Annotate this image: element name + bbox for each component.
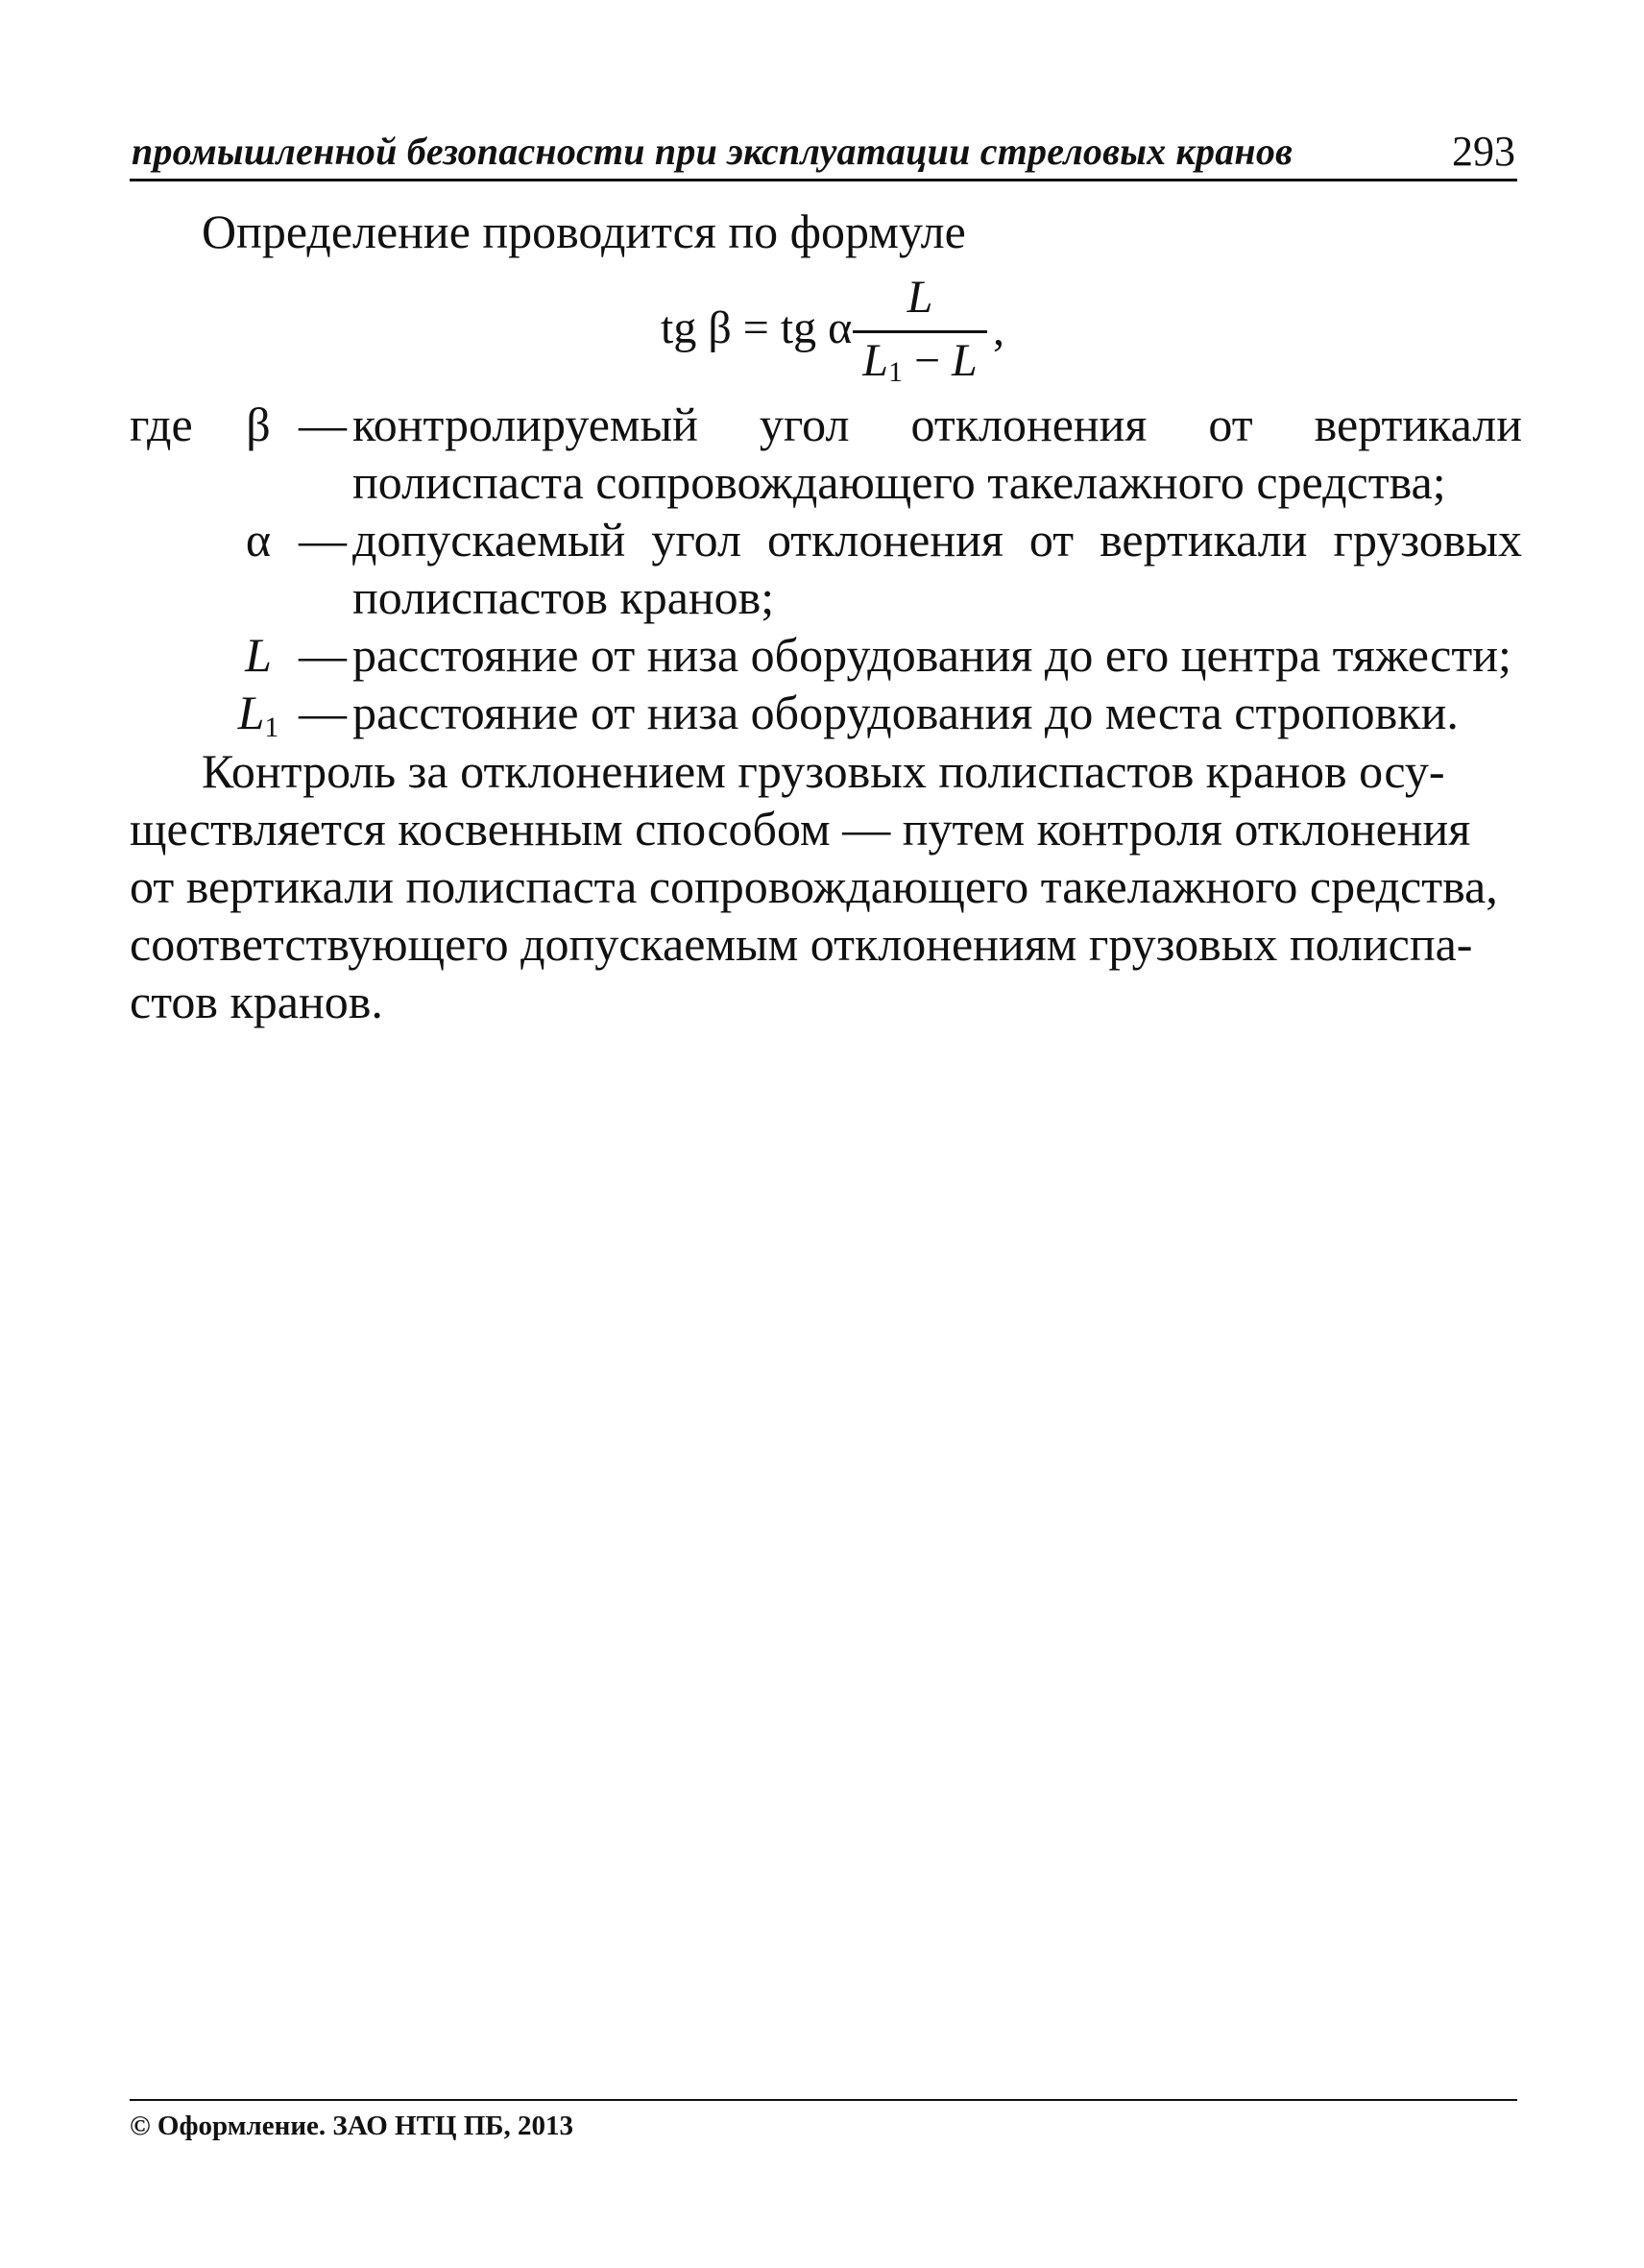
formula: [661, 271, 1045, 386]
body-paragraph: [130, 742, 1517, 1030]
paragraph-line: Контроль за отклонением грузовых полиспастов кранов осу-: [202, 744, 1445, 798]
definition-item: [130, 626, 1522, 684]
definition-dash: —: [299, 513, 347, 567]
denominator-op: −: [902, 335, 953, 386]
formula-denominator: [853, 334, 987, 389]
definition-symbol: β: [246, 398, 271, 451]
formula-numerator: L: [907, 272, 933, 323]
denominator-sub: 1: [887, 356, 903, 388]
definition-symbol: L: [245, 628, 272, 682]
paragraph-line: стов кранов.: [130, 975, 383, 1028]
fraction-bar: [853, 330, 987, 333]
formula-fraction: [853, 271, 987, 386]
definition-text: контролируемый угол отклонения от вертикали полиспаста сопровождающего такелажного средства;: [352, 398, 1522, 509]
definition-text: допускаемый угол отклонения от вертикали грузовых полиспастов кранов;: [352, 513, 1522, 624]
paragraph-line: соответствующего допускаемым отклонениям грузовых полиспа-: [130, 917, 1473, 971]
symbol-main: L: [237, 686, 265, 739]
page-number: 293: [1452, 128, 1515, 175]
page-header: [130, 123, 1517, 181]
definitions-list: [130, 396, 1522, 757]
definition-dash: —: [299, 686, 347, 739]
definition-symbol: α: [245, 513, 272, 567]
symbol-sub: 1: [264, 712, 279, 743]
paragraph-line: ществляется косвенным способом — путем контроля отклонения: [130, 802, 1471, 856]
definition-text: расстояние от низа оборудования до места строповки.: [352, 686, 1459, 739]
running-title: промышленной безопасности при эксплуатации стреловых кранов: [132, 130, 1293, 173]
definition-dash: —: [299, 398, 347, 451]
footer-rule: [130, 2099, 1517, 2101]
formula-comma: ,: [993, 304, 1004, 355]
formula-lhs: tg β = tg α: [661, 302, 853, 353]
definition-item: [130, 511, 1522, 626]
denominator-b: L: [952, 335, 978, 386]
paragraph-line: от вертикали полиспаста сопровождающего такелажного средства,: [130, 859, 1498, 913]
definition-text: расстояние от низа оборудования до его центра тяжести;: [352, 628, 1511, 682]
definition-item: [130, 396, 1522, 511]
definition-dash: —: [299, 628, 347, 682]
footer-copyright: © Оформление. ЗАО НТЦ ПБ, 2013: [130, 2111, 573, 2141]
intro-text: Определение проводится по формуле: [202, 205, 966, 258]
denominator-a: L: [862, 335, 888, 386]
where-label: где: [130, 398, 193, 451]
